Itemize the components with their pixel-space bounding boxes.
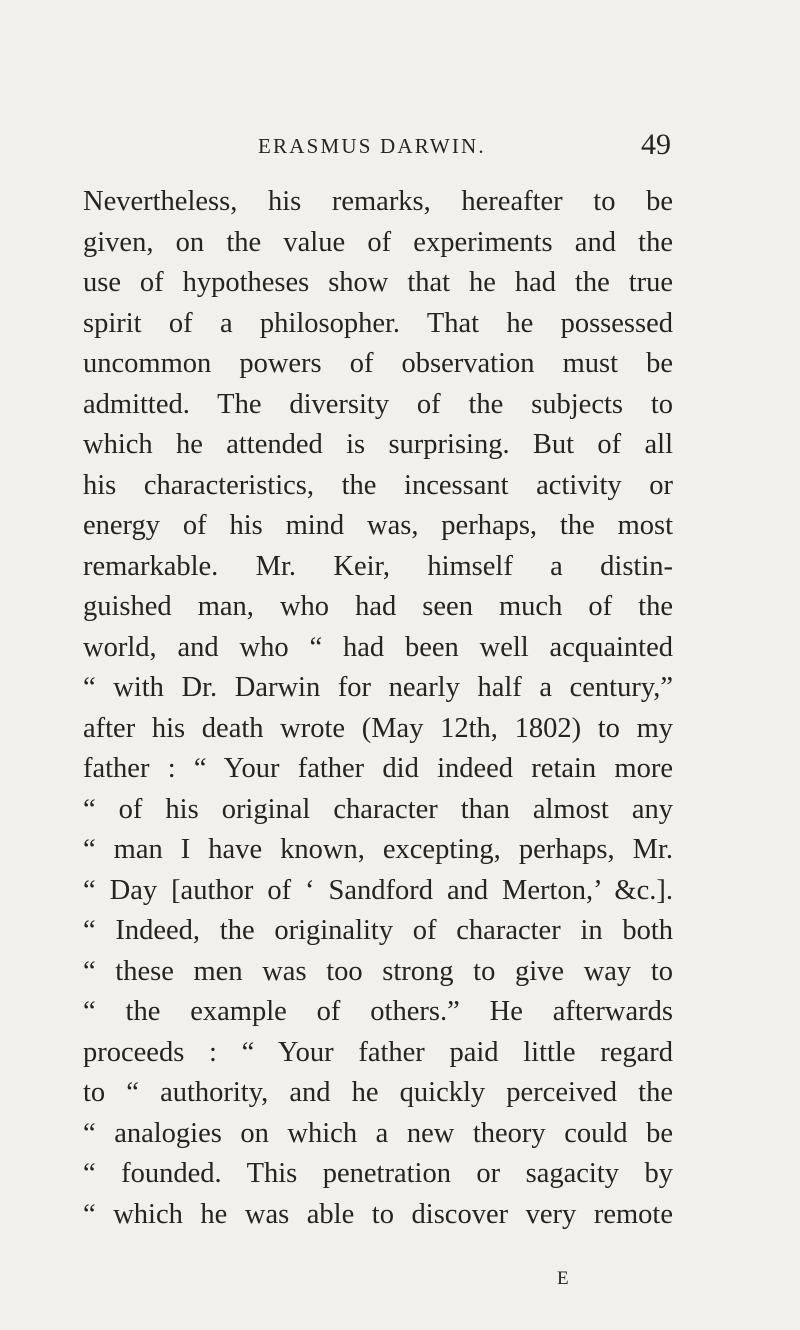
text-line: “ these men was too strong to give way to bbox=[83, 955, 673, 987]
text-line: “ with Dr. Darwin for nearly half a century,” bbox=[83, 672, 673, 703]
text-line: world, and who “ had been well acquainted bbox=[83, 631, 673, 663]
text-line: “ analogies on which a new theory could be bbox=[83, 1117, 673, 1149]
text-line: “ the example of others.” He afterwards bbox=[83, 996, 673, 1027]
text-line: given, on the value of experiments and the bbox=[83, 226, 673, 258]
signature-mark: E bbox=[557, 1268, 570, 1289]
text-line: admitted. The diversity of the subjects to bbox=[83, 388, 673, 420]
text-line: after his death wrote (May 12th, 1802) to my bbox=[83, 712, 673, 744]
text-line: “ Indeed, the originality of character in both bbox=[83, 915, 673, 946]
text-line: energy of his mind was, perhaps, the most bbox=[83, 510, 673, 541]
text-line: “ of his original character than almost any bbox=[83, 793, 673, 825]
text-line: use of hypotheses show that he had the true bbox=[83, 267, 673, 298]
running-title: ERASMUS DARWIN. bbox=[258, 134, 486, 158]
text-line: Nevertheless, his remarks, hereafter to be bbox=[83, 186, 673, 217]
text-line: uncommon powers of observation must be bbox=[83, 348, 673, 379]
text-line: spirit of a philosopher. That he possessed bbox=[83, 307, 673, 339]
text-line: to “ authority, and he quickly perceived the bbox=[83, 1077, 673, 1108]
page-number: 49 bbox=[641, 128, 671, 161]
text-line: remarkable. Mr. Keir, himself a distin- bbox=[83, 550, 673, 582]
running-head bbox=[0, 128, 800, 168]
text-line: “ which he was able to discover very remote bbox=[83, 1198, 673, 1230]
text-line: “ founded. This penetration or sagacity by bbox=[83, 1158, 673, 1189]
text-line: “ Day [author of ‘ Sandford and Merton,’ &c.]. bbox=[83, 874, 673, 906]
text-line: his characteristics, the incessant activity or bbox=[83, 469, 673, 501]
body-text bbox=[83, 182, 673, 1235]
text-line: proceeds : “ Your father paid little regard bbox=[83, 1036, 673, 1068]
text-line: father : “ Your father did indeed retain more bbox=[83, 753, 673, 784]
text-line: “ man I have known, excepting, perhaps, Mr. bbox=[83, 834, 673, 865]
text-line: which he attended is surprising. But of all bbox=[83, 429, 673, 460]
text-line: guished man, who had seen much of the bbox=[83, 591, 673, 622]
